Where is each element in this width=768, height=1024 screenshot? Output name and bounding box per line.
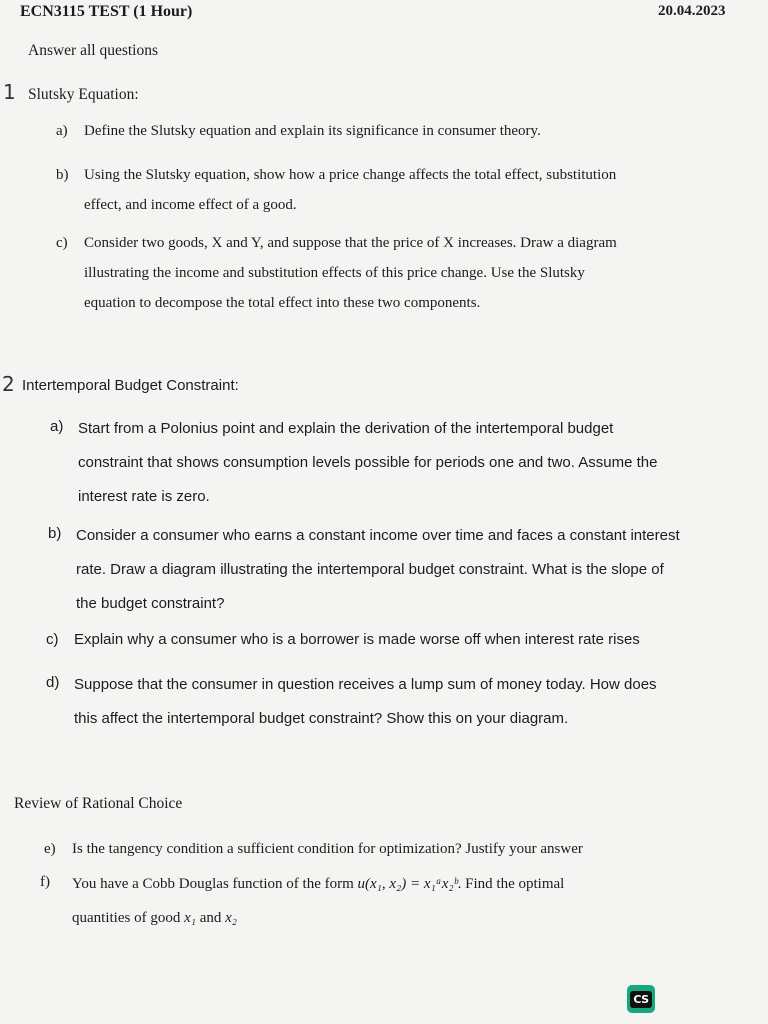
camscanner-logo-icon [627,985,655,1013]
question-label: a) [56,123,68,139]
question-line: equation to decompose the total effect into these two components. [84,295,481,311]
question-line: Using the Slutsky equation, show how a price change affects the total effect, substitution [84,167,617,183]
question-line: illustrating the income and substitution effects of this price change. Use the Slutsky [84,265,585,281]
and-word: and [199,910,222,926]
question-line: effect, and income effect of a good. [84,197,297,213]
section-title-intertemporal: Intertemporal Budget Constraint: [22,377,239,394]
question-label: f) [40,874,50,890]
question-label: b) [48,525,62,542]
question-line: this affect the intertemporal budget constraint? Show this on your diagram. [74,710,569,727]
question-line: Consider a consumer who earns a constant income over time and faces a constant interest [76,527,680,544]
question-label: c) [46,631,59,648]
question-label: b) [56,167,69,183]
exam-title: ECN3115 TEST (1 Hour) [20,3,193,20]
question-label: c) [56,235,68,251]
question-line: Consider two goods, X and Y, and suppose that the price of X increases. Draw a diagram [84,235,617,251]
question-line: Explain why a consumer who is a borrower is made worse off when interest rate rises [74,631,640,648]
good-x2: x₂ [225,910,237,926]
handwritten-number-2: 2 [2,372,15,396]
instructions: Answer all questions [28,42,159,59]
handwritten-number-1: 1 [3,80,16,104]
good-x1: x₁ [184,910,196,926]
question-label: e) [44,841,56,857]
question-line: rate. Draw a diagram illustrating the intertemporal budget constraint. What is the slope of [76,561,664,578]
question-line: Define the Slutsky equation and explain its significance in consumer theory. [84,123,541,139]
question-line: Start from a Polonius point and explain the derivation of the intertemporal budget [78,420,614,437]
question-line: constraint that shows consumption levels possible for periods one and two. Assume the [78,454,658,471]
question-line: interest rate is zero. [78,488,210,505]
section-title-rational-choice: Review of Rational Choice [14,795,183,812]
question-label: a) [50,418,64,435]
question-line: Suppose that the consumer in question receives a lump sum of money today. How does [74,676,657,693]
question-line: quantities of good [72,910,181,926]
question-line: You have a Cobb Douglas function of the form [72,876,354,892]
question-line: Is the tangency condition a sufficient condition for optimization? Justify your answer [72,841,583,857]
question-label: d) [46,674,60,691]
cobb-douglas-formula: u(x₁, x₂) = x₁ᵃx₂ᵇ [357,876,458,892]
question-line-tail: . Find the optimal [457,876,565,892]
exam-date: 20.04.2023 [658,3,726,19]
question-line: the budget constraint? [76,595,225,612]
section-title-slutsky: Slutsky Equation: [28,86,139,103]
watermark-text: CS [630,991,651,1008]
